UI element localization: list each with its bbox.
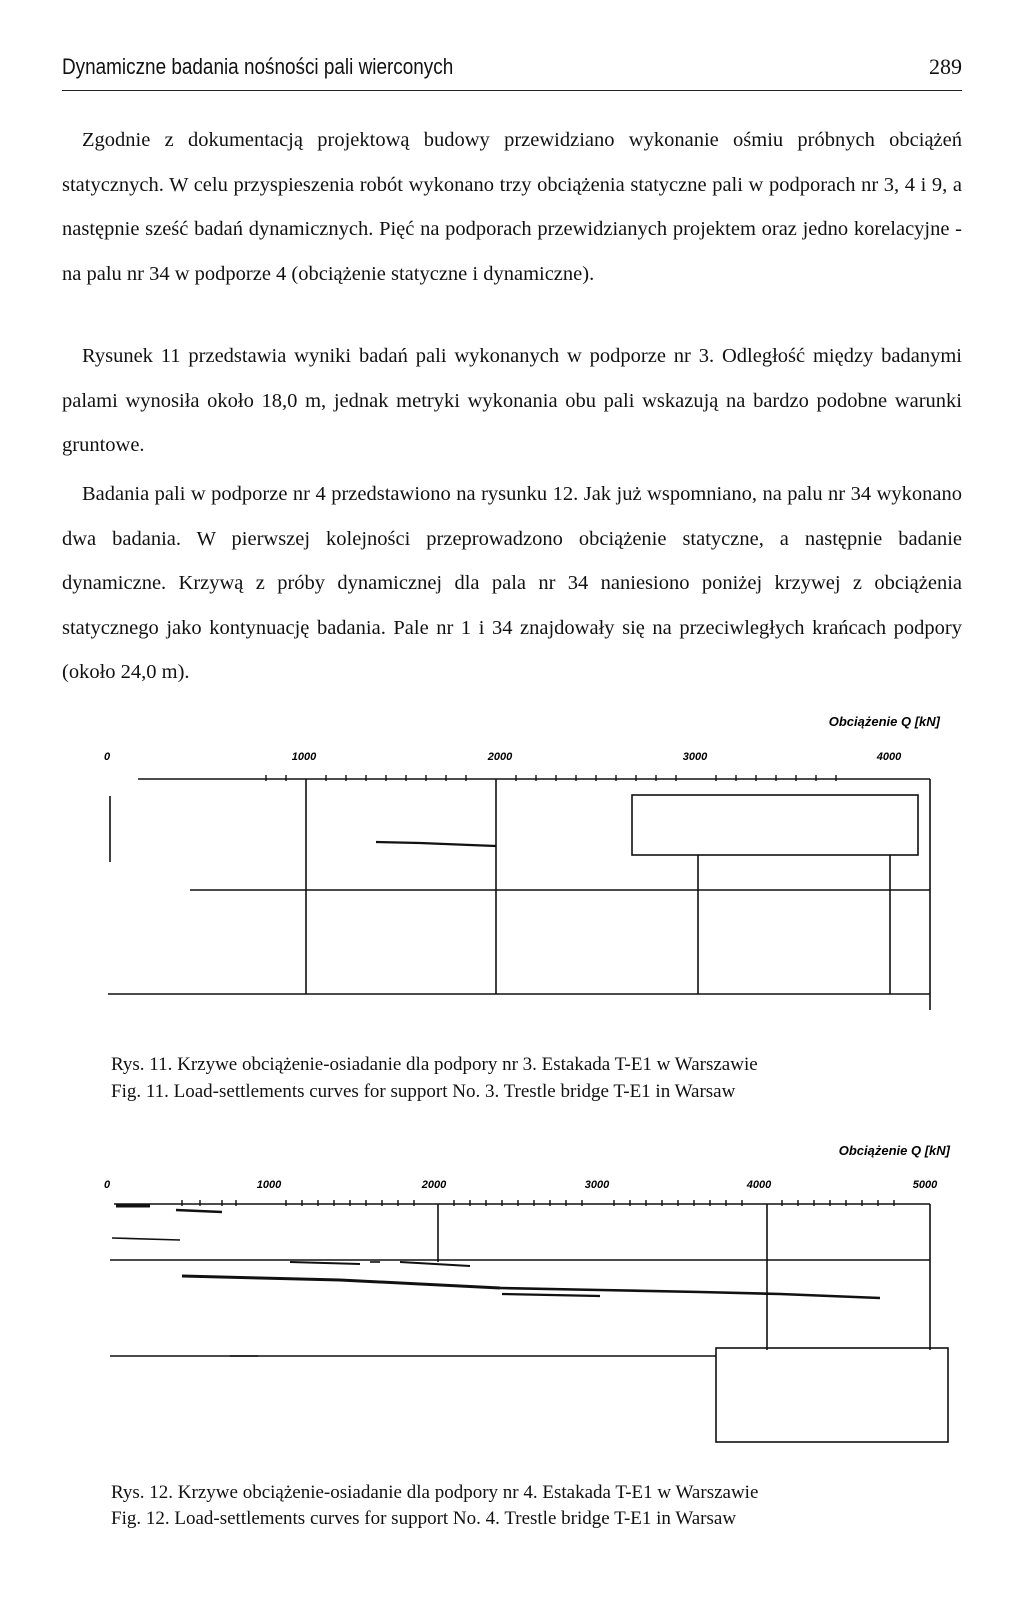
figure-11-tick: 2000 (487, 751, 513, 763)
paragraph-1: Zgodnie z dokumentacją projektową budowy przewidziano wykonanie ośmiu próbnych obciążeń statycznych. W celu przyspieszenia robót wykonano trzy obciążenia statyczne pali w podporach nr 3, 4 i 9, a następnie sześć badań dynamicznych. Pięć na podporach przewidzianych projektem oraz jedno korelacyjne - na palu nr 34 w podporze 4 (obciążenie statyczne i dynamiczne). (62, 129, 962, 285)
running-title: Dynamiczne badania nośności pali wierconych (62, 54, 454, 79)
figure-11-tick: 1000 (291, 751, 317, 763)
page-number: 289 (929, 54, 962, 79)
figure-11-tick: 4000 (876, 751, 902, 763)
figure-11-ticks (266, 775, 836, 781)
figure-11-caption-pl: Rys. 11. Krzywe obciążenie-osiadanie dla podpory nr 3. Estakada T-E1 w Warszawie (111, 1054, 758, 1075)
figure-12-caption-pl: Rys. 12. Krzywe obciążenie-osiadanie dla podpory nr 4. Estakada T-E1 w Warszawie (111, 1482, 759, 1503)
figure-12-curves (112, 1206, 880, 1356)
figure-12-ticks (182, 1200, 894, 1206)
figure-12-tick: 3000 (584, 1179, 610, 1191)
figure-12-tick: 2000 (421, 1179, 447, 1191)
paragraph-3: Badania pali w podporze nr 4 przedstawiono na rysunku 12. Jak już wspomniano, na palu nr 34 wykonano dwa badania. W pierwszej kolejności przeprowadzono obciążenie statyczne, a następnie badanie dynamiczne. Krzywą z próby dynamicznej dla pala nr 34 naniesiono poniżej krzywej z obciążenia statycznego jako kontynuację badania. Pale nr 1 i 34 znajdowały się na przeciwległych krańcach podpory (około 24,0 m). (62, 483, 962, 683)
paragraph-2: Rysunek 11 przedstawia wyniki badań pali wykonanych w podporze nr 3. Odległość między badanymi palami wynosiła około 18,0 m, jednak metryki wykonania obu pali wskazują na bardzo podobne warunki gruntowe. (62, 345, 962, 456)
figure-11-tick: 0 (103, 751, 111, 763)
figure-12-tick: 0 (103, 1179, 111, 1191)
figure-12-axis-title: Obciążenie Q [kN] (838, 1143, 950, 1158)
figure-11-curve (376, 842, 496, 846)
figure-11-axis-title: Obciążenie Q [kN] (828, 714, 940, 729)
figure-11-plot-frame (108, 779, 930, 1010)
running-header (62, 50, 962, 91)
figure-11-caption-en: Fig. 11. Load-settlements curves for support No. 3. Trestle bridge T-E1 in Warsaw (111, 1081, 736, 1102)
figure-12-caption-en: Fig. 12. Load-settlements curves for support No. 4. Trestle bridge T-E1 in Warsaw (111, 1508, 737, 1529)
figure-11-tick: 3000 (682, 751, 708, 763)
figure-12-tick: 1000 (256, 1179, 282, 1191)
figure-12-tick: 4000 (746, 1179, 772, 1191)
figure-12-plot-frame (110, 1204, 948, 1442)
figure-12-tick: 5000 (912, 1179, 938, 1191)
